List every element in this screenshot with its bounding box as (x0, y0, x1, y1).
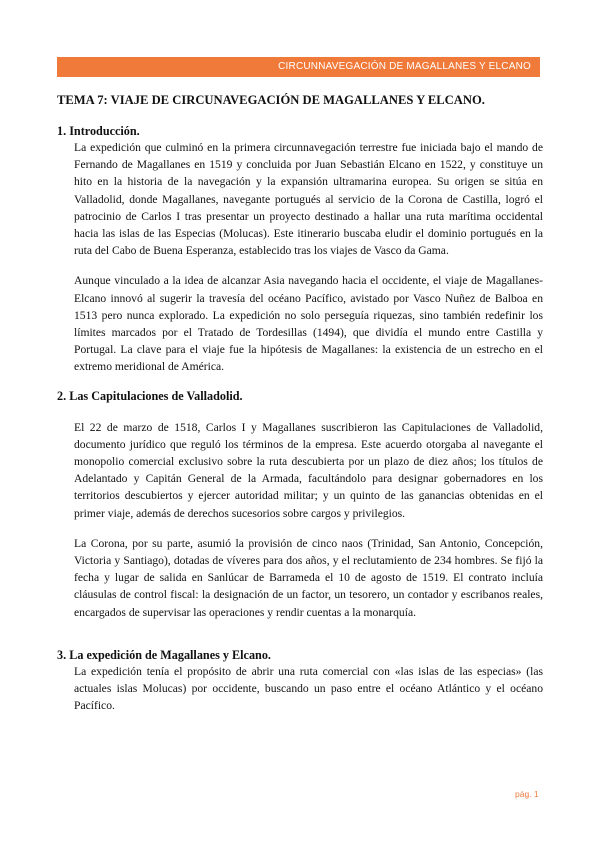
section-spacer (57, 376, 543, 389)
section-heading-introduccion: 1. Introducción. (57, 124, 140, 138)
section-heading-expedicion: 3. La expedición de Magallanes y Elcano. (57, 647, 271, 662)
paragraph-spacer (57, 259, 543, 272)
paragraph: Aunque vinculado a la idea de alcanzar Asia navegando hacia el occidente, el viaje de Magallanes-Elcano innovó al sugerir la travesía del océano Pacífico, avistado por Vasco Nuñez de Balboa en 1513 pero nunca explorado. La expedición no solo perseguía riquezas, sino también redefinir los límites marcados por el Tratado de Tordesillas (1494), que dividía el mundo entre Castilla y Portugal. La clave para el viaje fue la hipótesis de Magallanes: la existencia de un estrecho en el extremo meridional de América. (74, 274, 543, 374)
paragraph: La Corona, por su parte, asumió la provisión de cinco naos (Trinidad, San Antonio, Concepción, Victoria y Santiago), dotadas de víveres para dos años, y el reclutamiento de 234 hombres. Se fijó la fecha y lugar de salida en Sanlúcar de Barrameda el 10 de agosto de 1519. El contrato incluía cláusulas de control fiscal: la designación de un factor, un tesorero, un contador y escribanos reales, encargados de supervisar las operaciones y rendir cuentas a la monarquía. (74, 536, 543, 619)
paragraph: El 22 de marzo de 1518, Carlos I y Magallanes suscribieron las Capitulaciones de Valladolid, documento jurídico que reguló los términos de la empresa. Este acuerdo otorgaba al navegante el monopolio comercial exclusivo sobre la ruta descubierta por un plazo de diez años; los títulos de Adelantado y Capitán General de la Armada, facultándolo para designar gobernadores en los territorios descubiertos y ejercer autoridad militar; y un quinto de las ganancias obtenidas en el primer viaje, además de derechos sucesorios sobre cargos y privilegios. (74, 420, 543, 520)
section-heading-capitulaciones: 2. Las Capitulaciones de Valladolid. (57, 388, 243, 403)
section-spacer (57, 621, 543, 648)
header-band (57, 57, 540, 77)
page-number: pág. 1 (515, 789, 539, 799)
document-body (57, 93, 543, 714)
paragraph: La expedición que culminó en la primera circunnavegación terrestre fue iniciada bajo el mando de Fernando de Magallanes en 1519 y concluida por Juan Sebastián Elcano en 1522, y constituye un hito en la historia de la navegación y la expansión ultramarina europea. Su origen se sitúa en Valladolid, donde Magallanes, navegante portugués al servicio de la Corona de Castilla, logró el patrocinio de Carlos I tras presentar un proyecto destinado a hallar una ruta marítima occidental hacia las islas de las Especias (Molucas). Este itinerario buscaba eludir el dominio portugués en la ruta del Cabo de Buena Esperanza, establecido tras los viajes de Vasco da Gama. (74, 141, 543, 258)
paragraph-spacer (57, 522, 543, 535)
document-title: TEMA 7: VIAJE DE CIRCUNAVEGACIÓN DE MAGALLANES Y ELCANO. (57, 93, 485, 107)
header-band-text: CIRCUNNAVEGACIÓN DE MAGALLANES Y ELCANO (278, 61, 531, 72)
paragraph: La expedición tenía el propósito de abrir una ruta comercial con «las islas de las especias» (las actuales islas Molucas) por occidente, buscando un paso entre el océano Atlántico y el océano Pacífico. (74, 664, 543, 713)
heading-spacer (57, 404, 543, 419)
